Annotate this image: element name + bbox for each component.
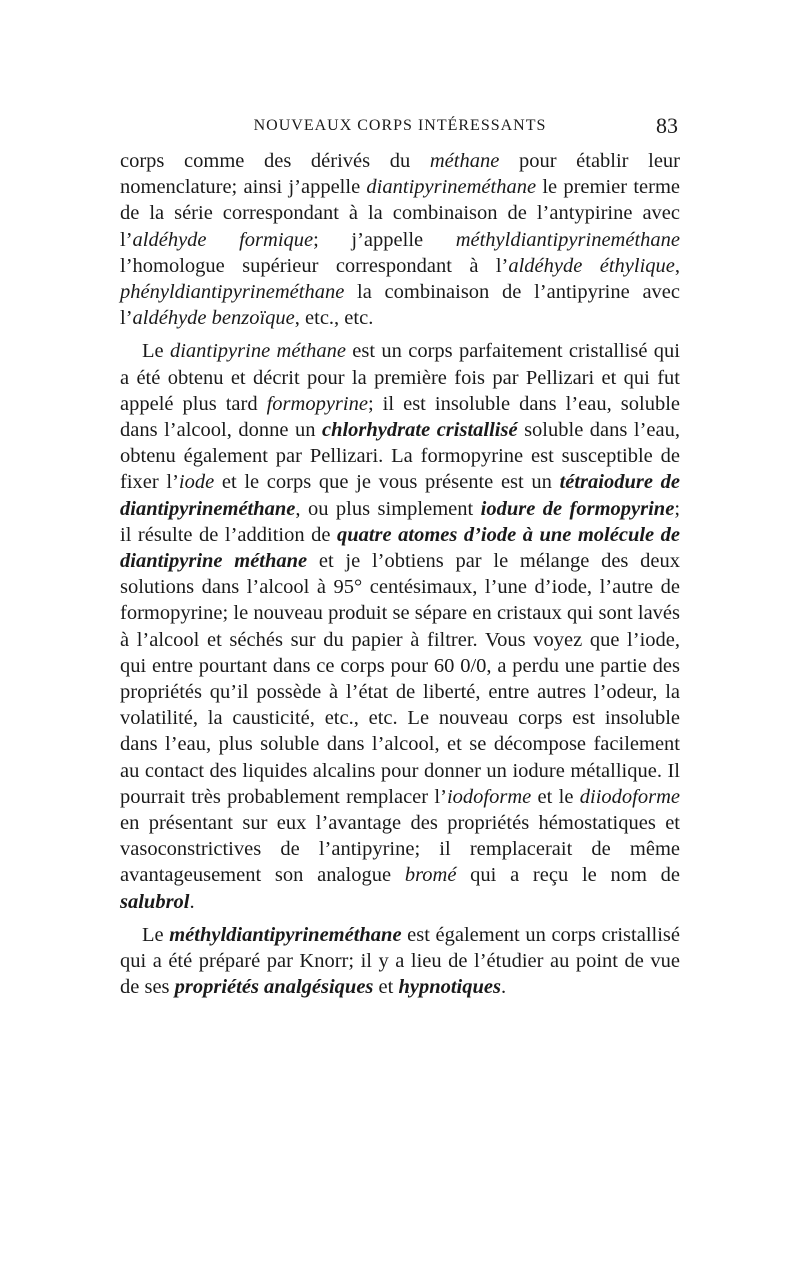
page-header bbox=[120, 113, 680, 143]
emphasized-term: méthyldiantipyrineméthane bbox=[169, 923, 402, 946]
text-run: . bbox=[500, 976, 507, 999]
italic-term: iodoforme bbox=[446, 785, 532, 808]
emphasized-term: iodure de formopyrine bbox=[480, 497, 675, 520]
italic-term: aldéhyde formique bbox=[132, 228, 314, 251]
text-run: ; il résulte de l’addition de bbox=[120, 497, 681, 546]
italic-term: aldéhyde éthylique bbox=[508, 254, 675, 277]
text-run: pour établir leur nomenclature; ainsi j’appelle bbox=[120, 150, 680, 199]
text-run: et le corps que je vous présente est un bbox=[214, 471, 560, 494]
text-run: soluble dans l’eau, obtenu également par Pellizari. La formopyrine est susceptible de fixer l’ bbox=[120, 419, 680, 494]
italic-term: aldéhyde benzoïque bbox=[132, 307, 295, 330]
text-run: , ou plus simplement bbox=[295, 497, 481, 520]
body-text bbox=[120, 148, 680, 1001]
emphasized-term: quatre atomes d’iode à une molécule de diantipyrine méthane bbox=[120, 523, 680, 573]
text-run: qui a reçu le nom de bbox=[456, 864, 680, 887]
text-run: , etc., etc. bbox=[294, 307, 374, 330]
text-run: , bbox=[674, 254, 680, 277]
emphasized-term: salubrol bbox=[120, 890, 190, 913]
italic-term: diiodoforme bbox=[579, 785, 680, 808]
text-run: et bbox=[373, 976, 399, 999]
text-run: . bbox=[189, 890, 195, 913]
text-run: le premier terme de la série correspondant à la combinaison de l’antypirine avec l’ bbox=[120, 176, 681, 251]
emphasized-term: tétraiodure de diantipyrineméthane bbox=[120, 471, 680, 520]
italic-term: méthane bbox=[429, 150, 500, 172]
text-run: la combinaison de l’antipyrine avec l’ bbox=[120, 281, 680, 330]
text-run: Le bbox=[142, 923, 170, 946]
paragraph bbox=[120, 922, 680, 1001]
text-run: corps comme des dérivés du bbox=[120, 150, 430, 172]
text-run: Le bbox=[142, 340, 170, 363]
text-run: est également un corps cristallisé qui a été préparé par Knorr; il y a lieu de l’étudier au point de vue de ses bbox=[120, 923, 680, 999]
page-number: 83 bbox=[656, 113, 678, 138]
emphasized-term: propriétés analgésiques bbox=[174, 976, 374, 999]
running-head: NOUVEAUX CORPS INTÉRESSANTS bbox=[253, 117, 547, 134]
text-run: l’homologue supérieur correspondant à l’ bbox=[120, 254, 509, 277]
emphasized-term: hypnotiques bbox=[398, 976, 501, 999]
text-run: et le bbox=[531, 785, 580, 808]
italic-term: iode bbox=[178, 471, 215, 494]
paragraph bbox=[120, 148, 680, 331]
paragraph bbox=[120, 338, 680, 914]
text-run: en présentant sur eux l’avantage des propriétés hémostatiques et vasoconstrictives de l’antipyrine; il remplacerait de même avantageusement son analogue bbox=[120, 812, 680, 887]
text-run: et je l’obtiens par le mélange des deux solutions dans l’alcool à 95° centésimaux, l’une d’iode, l’autre de formopyrine; le nouveau produit se sépare en cristaux qui sont lavés à l’alcool et séchés sur du papier à filtrer. Vous voyez que l’iode, qui entre pourtant dans ce corps pour 60 0/0, a perdu une partie des propriétés qu’il possède à l’état de liberté, entre autres l’odeur, la volatilité, la causticité, etc., etc. Le nouveau corps est insoluble dans l’eau, plus soluble dans l’alcool, et se décompose facilement au contact des liquides alcalins pour donner un iodure métallique. Il pourrait très probablement remplacer l’ bbox=[120, 550, 680, 808]
italic-term: formopyrine bbox=[266, 392, 368, 415]
text-run: est un corps parfaitement cristallisé qui a été obtenu et décrit pour la première fois par Pellizari et qui fut appelé plus tard bbox=[120, 340, 681, 415]
emphasized-term: chlorhydrate cristallisé bbox=[321, 419, 518, 442]
text-run: ; il est insoluble dans l’eau, soluble dans l’alcool, donne un bbox=[120, 392, 680, 442]
italic-term: méthyldiantipyrineméthane bbox=[455, 228, 680, 251]
italic-term: diantipyrine méthane bbox=[169, 340, 346, 363]
italic-term: diantipyrineméthane bbox=[366, 176, 537, 199]
italic-term: phényldiantipyrineméthane bbox=[120, 281, 345, 304]
italic-term: bromé bbox=[404, 864, 457, 887]
text-run: ; j’appelle bbox=[313, 228, 456, 251]
